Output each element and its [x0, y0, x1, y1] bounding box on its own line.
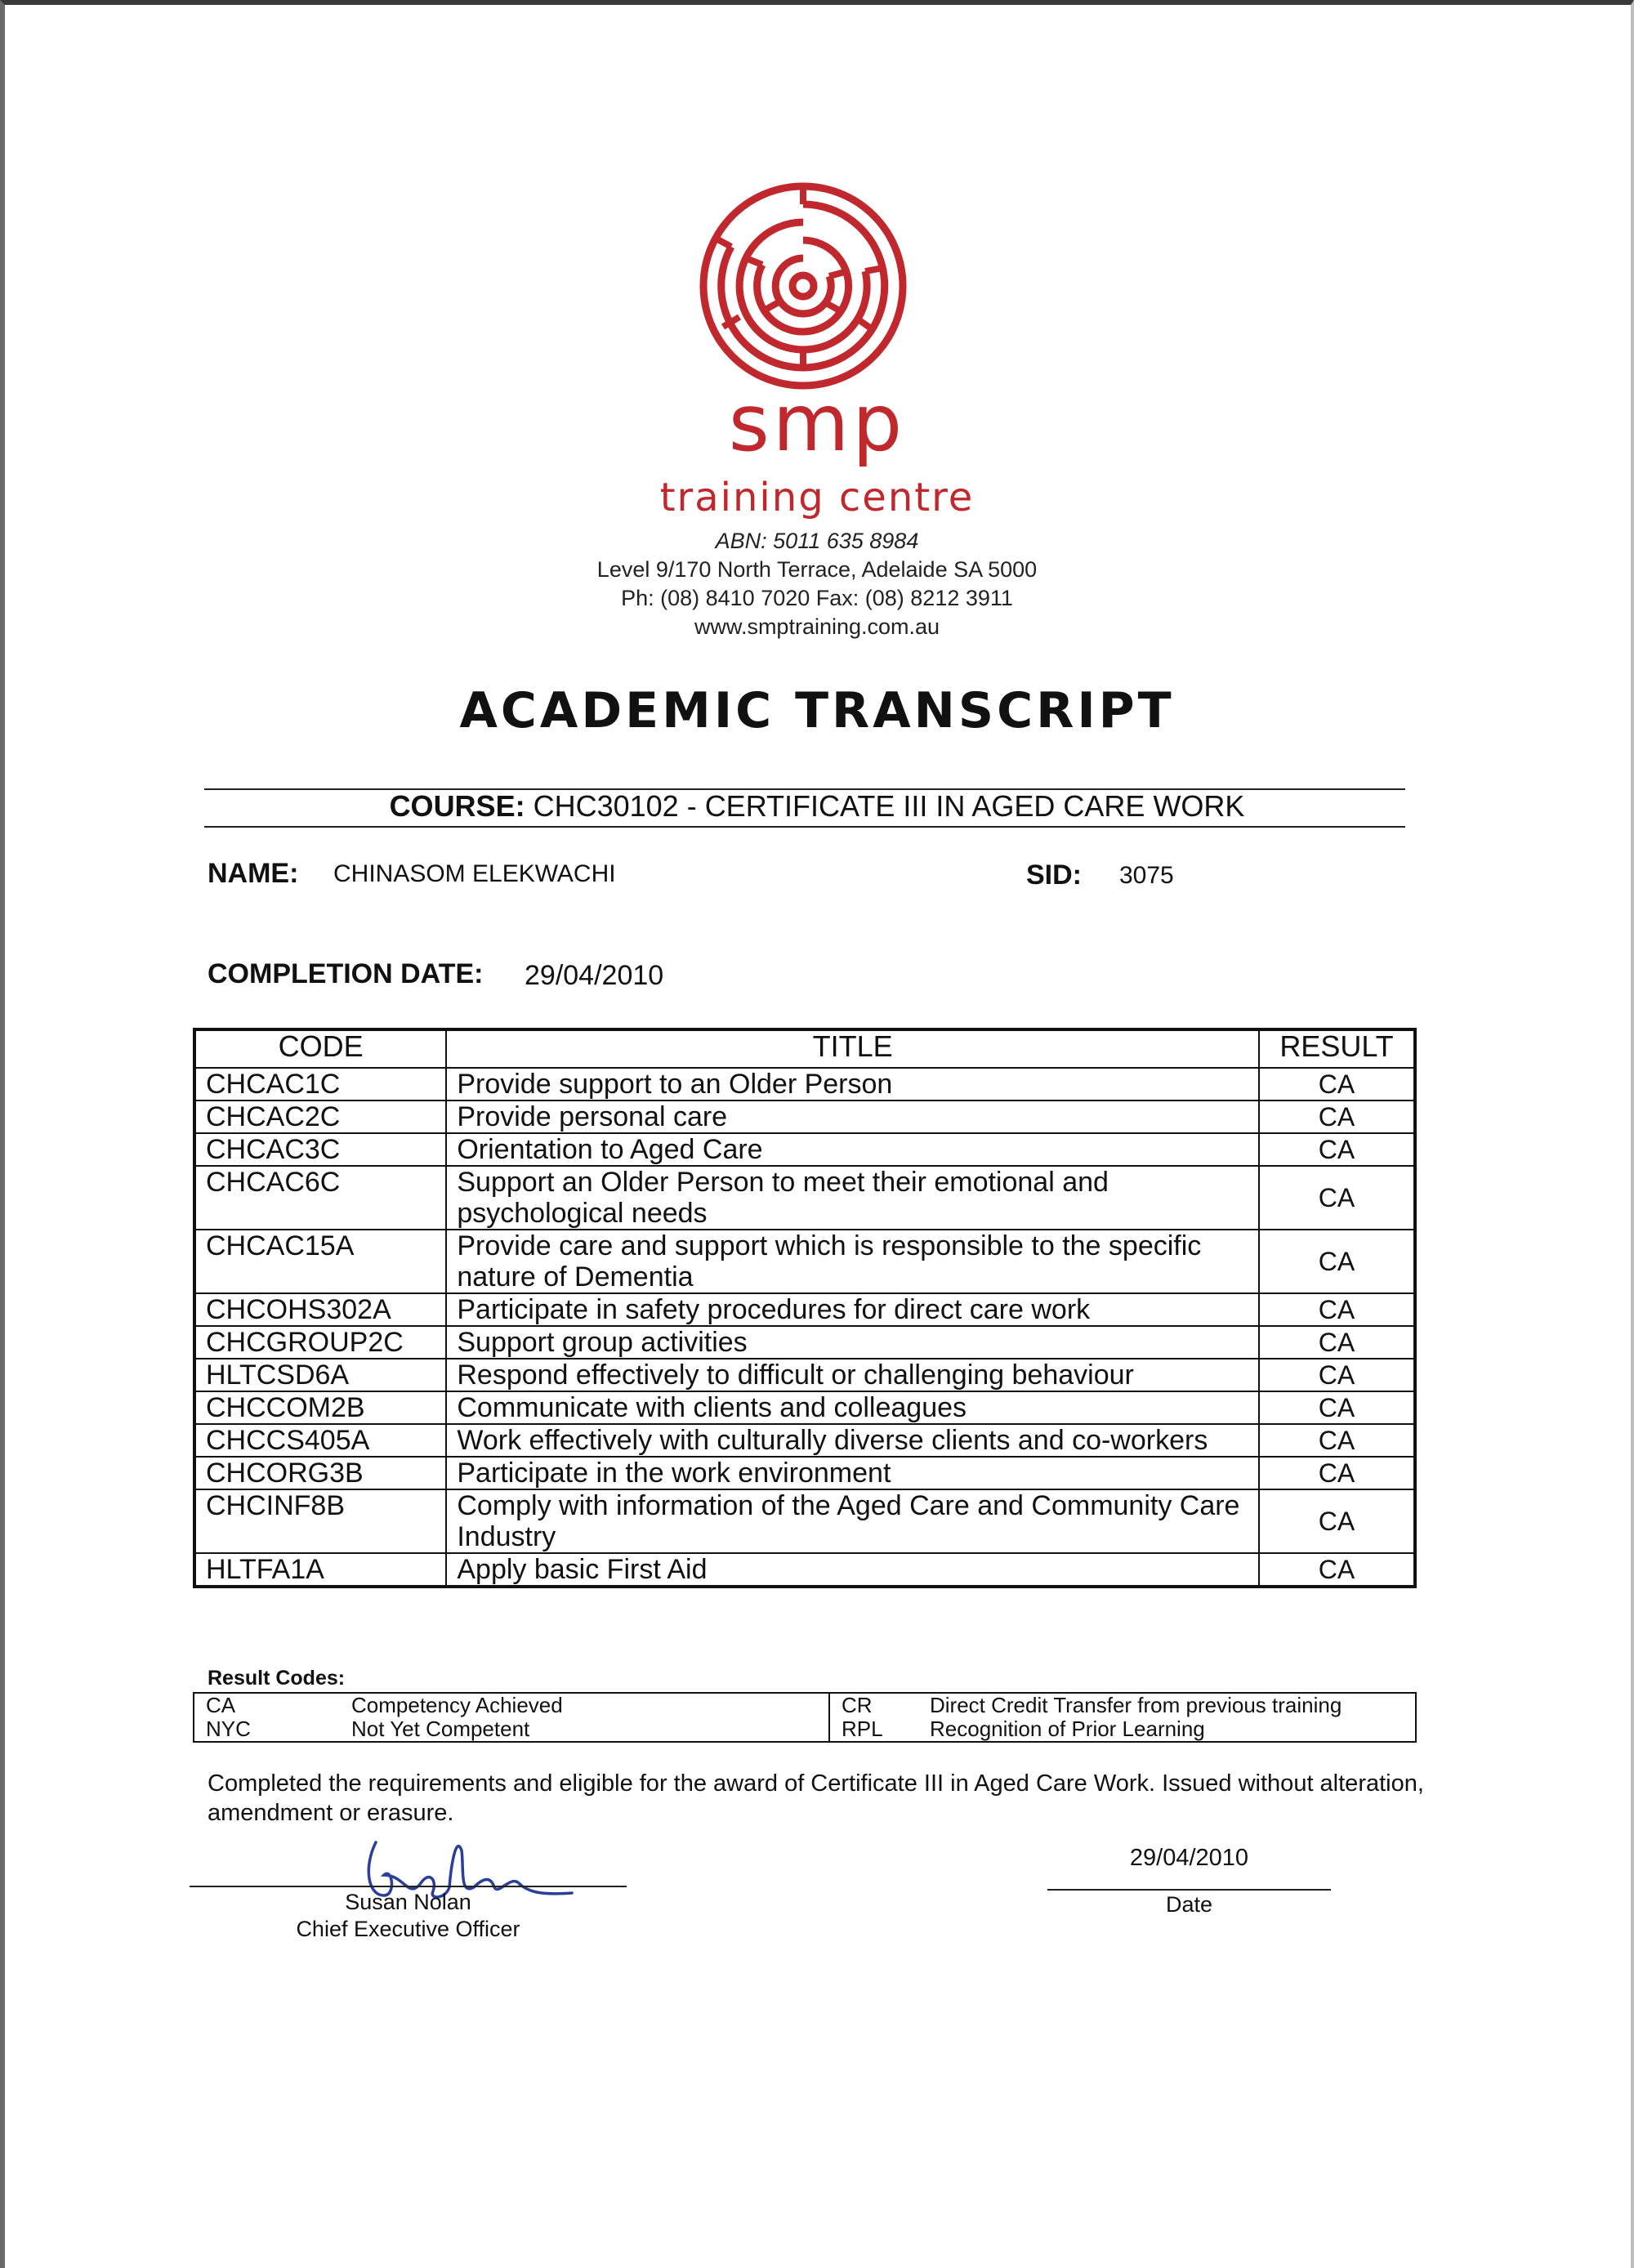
unit-result: CA: [1259, 1166, 1415, 1230]
date-label: Date: [1165, 1892, 1213, 1917]
unit-result: CA: [1259, 1068, 1415, 1101]
course-label: COURSE:: [389, 789, 525, 823]
unit-code: CHCOHS302A: [194, 1293, 446, 1326]
table-row: [194, 1166, 1415, 1230]
unit-code: CHCAC6C: [194, 1166, 446, 1230]
units-table: [193, 1028, 1417, 1588]
unit-result: CA: [1259, 1293, 1415, 1326]
award-statement: Completed the requirements and eligible for the award of Certificate III in Aged Care Work. Issued without alteration, amendment or erasure.: [208, 1770, 1424, 1826]
legend-meaning: Recognition of Prior Learning: [930, 1717, 1205, 1741]
unit-code: HLTFA1A: [194, 1553, 446, 1587]
name-label: NAME:: [208, 858, 299, 889]
result-column-header: RESULT: [1259, 1029, 1415, 1068]
signature-line: [190, 1886, 627, 1887]
unit-title: Communicate with clients and colleagues: [446, 1391, 1259, 1424]
unit-code: CHCAC15A: [194, 1230, 446, 1293]
unit-code: CHCGROUP2C: [194, 1326, 446, 1359]
table-row: [194, 1391, 1415, 1424]
unit-result: CA: [1259, 1326, 1415, 1359]
legend-row: [194, 1693, 1416, 1717]
table-row: [194, 1359, 1415, 1391]
circular-maze-icon: [697, 180, 909, 392]
legend-meaning: Direct Credit Transfer from previous training: [930, 1693, 1342, 1717]
unit-code: CHCCS405A: [194, 1424, 446, 1457]
unit-title: Apply basic First Aid: [446, 1553, 1259, 1587]
phone-fax-line: Ph: (08) 8410 7020 Fax: (08) 8212 3911: [621, 586, 1013, 610]
unit-result: CA: [1259, 1101, 1415, 1133]
table-row: [194, 1326, 1415, 1359]
unit-code: CHCAC3C: [194, 1133, 446, 1166]
table-row: [194, 1230, 1415, 1293]
unit-result: CA: [1259, 1391, 1415, 1424]
unit-title: Provide care and support which is responsible to the specific nature of Dementia: [446, 1230, 1259, 1293]
contact-block: [0, 527, 1634, 641]
legend-code: NYC: [206, 1717, 251, 1741]
unit-result: CA: [1259, 1133, 1415, 1166]
legend-meaning: Not Yet Competent: [351, 1717, 530, 1741]
signatory-block: [190, 1889, 627, 1943]
completion-date-label: COMPLETION DATE:: [208, 958, 484, 989]
table-row: [194, 1424, 1415, 1457]
unit-result: CA: [1259, 1553, 1415, 1587]
unit-code: CHCINF8B: [194, 1489, 446, 1553]
student-name: CHINASOM ELEKWACHI: [333, 860, 616, 887]
brand-subtitle: training centre: [659, 475, 975, 520]
unit-code: CHCAC2C: [194, 1101, 446, 1133]
unit-code: CHCAC1C: [194, 1068, 446, 1101]
table-row: [194, 1068, 1415, 1101]
result-codes-label: Result Codes:: [208, 1667, 346, 1690]
unit-result: CA: [1259, 1424, 1415, 1457]
table-row: [194, 1293, 1415, 1326]
unit-title: Participate in the work environment: [446, 1457, 1259, 1489]
website-line: www.smptraining.com.au: [694, 614, 940, 639]
legend-code: CR: [829, 1693, 918, 1717]
unit-result: CA: [1259, 1359, 1415, 1391]
unit-code: CHCORG3B: [194, 1457, 446, 1489]
unit-title: Respond effectively to difficult or challenging behaviour: [446, 1359, 1259, 1391]
unit-title: Provide support to an Older Person: [446, 1068, 1259, 1101]
completion-date: 29/04/2010: [525, 960, 664, 991]
table-row: [194, 1489, 1415, 1553]
result-codes-legend: [193, 1692, 1417, 1743]
signatory-name: Susan Nolan: [345, 1890, 471, 1914]
signatory-role: Chief Executive Officer: [296, 1917, 520, 1941]
unit-title: Orientation to Aged Care: [446, 1133, 1259, 1166]
unit-title: Participate in safety procedures for direct care work: [446, 1293, 1259, 1326]
date-line: [1047, 1889, 1331, 1891]
unit-title: Support group activities: [446, 1326, 1259, 1359]
unit-result: CA: [1259, 1489, 1415, 1553]
issue-date: 29/04/2010: [1129, 1845, 1249, 1871]
unit-code: CHCCOM2B: [194, 1391, 446, 1424]
student-id: 3075: [1119, 862, 1174, 889]
legend-row: [194, 1717, 1416, 1742]
address-line: Level 9/170 North Terrace, Adelaide SA 5000: [596, 557, 1038, 582]
unit-title: Provide personal care: [446, 1101, 1259, 1133]
abn-line: ABN: 5011 635 8984: [715, 529, 919, 553]
table-row: [194, 1133, 1415, 1166]
course-value: CHC30102 - CERTIFICATE III IN AGED CARE WORK: [533, 789, 1245, 823]
legend-code: CA: [206, 1693, 236, 1717]
code-column-header: CODE: [194, 1029, 446, 1068]
unit-title: Support an Older Person to meet their emotional and psychological needs: [446, 1166, 1259, 1230]
title-column-header: TITLE: [446, 1029, 1259, 1068]
sid-label: SID:: [1026, 859, 1082, 891]
legend-code: RPL: [829, 1717, 918, 1742]
unit-code: HLTCSD6A: [194, 1359, 446, 1391]
divider: [204, 826, 1405, 828]
course-line: [0, 789, 1634, 824]
brand-name: smp: [728, 377, 906, 469]
unit-result: CA: [1259, 1230, 1415, 1293]
table-row: [194, 1553, 1415, 1587]
legend-meaning: Competency Achieved: [351, 1693, 563, 1717]
table-header-row: [194, 1029, 1415, 1068]
unit-result: CA: [1259, 1457, 1415, 1489]
table-row: [194, 1101, 1415, 1133]
document-title: ACADEMIC TRANSCRIPT: [459, 682, 1175, 739]
unit-title: Work effectively with culturally diverse clients and co-workers: [446, 1424, 1259, 1457]
unit-title: Comply with information of the Aged Care and Community Care Industry: [446, 1489, 1259, 1553]
table-row: [194, 1457, 1415, 1489]
